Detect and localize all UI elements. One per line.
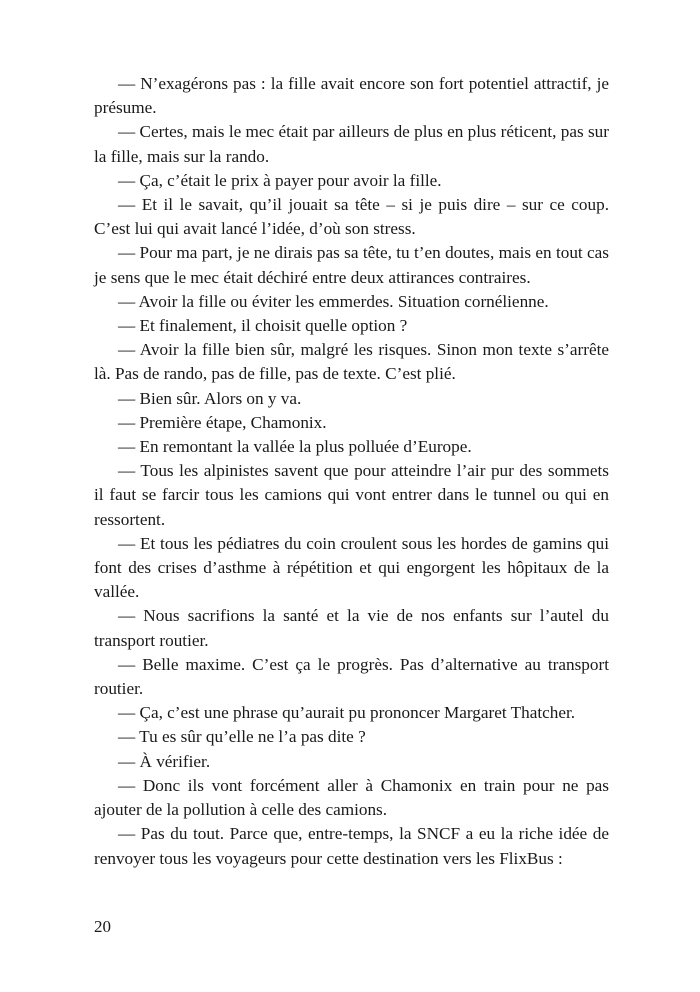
body-text — [94, 72, 609, 871]
page-number: 20 — [94, 917, 111, 936]
dialogue-paragraph: — Donc ils vont forcément aller à Chamonix en train pour ne pas ajouter de la pollution à celle des camions. — [94, 775, 609, 820]
dialogue-paragraph: — Bien sûr. Alors on y va. — [118, 388, 302, 408]
dialogue-paragraph: — Tous les alpinistes savent que pour atteindre l’air pur des sommets il faut se farcir tous les camions qui vont entrer dans le tunnel ou qui en ressortent. — [94, 461, 609, 529]
dialogue-paragraph: — Et il le savait, qu’il jouait sa tête – si je puis dire – sur ce coup. C’est lui qui avait lancé l’idée, d’où son stress. — [94, 195, 609, 239]
dialogue-paragraph: — À vérifier. — [118, 751, 211, 771]
dialogue-paragraph: — Et finalement, il choisit quelle option ? — [118, 316, 408, 336]
dialogue-paragraph: — Certes, mais le mec était par ailleurs de plus en plus réticent, pas sur la fille, mais sur la rando. — [94, 122, 609, 166]
dialogue-paragraph: — Pour ma part, je ne dirais pas sa tête, tu t’en doutes, mais en tout cas je sens que le mec était déchiré entre deux attirances contraires. — [94, 243, 609, 287]
dialogue-paragraph: — En remontant la vallée la plus polluée d’Europe. — [118, 437, 472, 457]
dialogue-paragraph: — Tu es sûr qu’elle ne l’a pas dite ? — [118, 727, 366, 747]
dialogue-paragraph: — Belle maxime. C’est ça le progrès. Pas d’alternative au transport routier. — [94, 654, 609, 699]
dialogue-paragraph: — Première étape, Chamonix. — [118, 412, 327, 432]
dialogue-paragraph: — Pas du tout. Parce que, entre-temps, la SNCF a eu la riche idée de renvoyer tous les voyageurs pour cette destination vers les FlixBus : — [94, 824, 609, 868]
dialogue-paragraph: — Avoir la fille bien sûr, malgré les risques. Sinon mon texte s’arrête là. Pas de rando, pas de fille, pas de texte. C’est plié. — [94, 340, 609, 384]
dialogue-paragraph: — Et tous les pédiatres du coin croulent sous les hordes de gamins qui font des crises d’asthme à répétition et qui engorgent les hôpitaux de la vallée. — [94, 533, 609, 602]
dialogue-paragraph: — Ça, c’est une phrase qu’aurait pu prononcer Margaret Thatcher. — [118, 703, 576, 723]
dialogue-paragraph: — N’exagérons pas : la fille avait encore son fort potentiel attractif, je présume. — [94, 74, 609, 118]
dialogue-paragraph: — Nous sacrifions la santé et la vie de nos enfants sur l’autel du transport routier. — [94, 606, 609, 650]
dialogue-paragraph: — Ça, c’était le prix à payer pour avoir la fille. — [118, 170, 442, 190]
dialogue-paragraph: — Avoir la fille ou éviter les emmerdes. Situation cornélienne. — [118, 291, 549, 311]
